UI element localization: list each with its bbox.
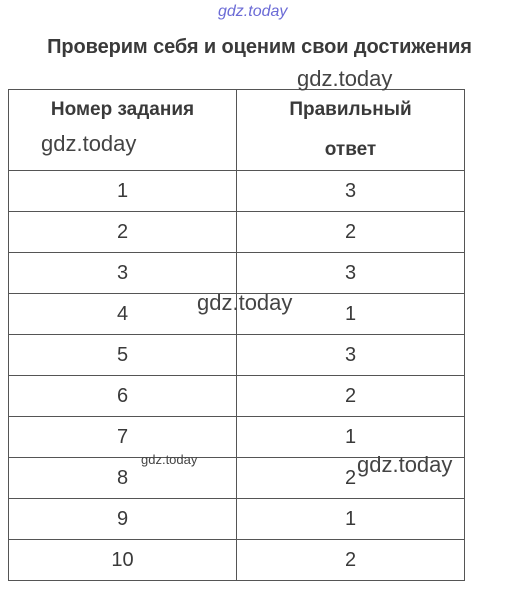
table-row <box>9 499 465 540</box>
task-number-cell: 9 <box>9 499 237 540</box>
task-number-cell: 10 <box>9 540 237 581</box>
watermark-1: gdz.today <box>297 66 393 91</box>
header-correct-answer <box>237 90 465 171</box>
task-number-cell: 1 <box>9 171 237 212</box>
watermark-top: gdz.today <box>218 3 288 20</box>
answers-table <box>8 89 465 581</box>
task-number-cell: 3 <box>9 253 237 294</box>
task-number-cell: 4 <box>9 294 237 335</box>
answer-cell: 2 <box>237 212 465 253</box>
table-row <box>9 171 465 212</box>
answer-cell: 3 <box>237 335 465 376</box>
header-task-number <box>9 90 237 171</box>
answer-cell: 2 <box>237 540 465 581</box>
answer-cell: 1 <box>237 294 465 335</box>
task-number-cell: 6 <box>9 376 237 417</box>
watermark-5: gdz.today <box>357 452 453 477</box>
answer-cell: 1 <box>237 499 465 540</box>
answer-cell: 3 <box>237 253 465 294</box>
task-number-cell: 7 <box>9 417 237 458</box>
answer-cell: 2 <box>237 458 465 499</box>
header-correct-answer-line2: ответ <box>324 139 377 160</box>
header-correct-answer-line1: Правильный <box>289 99 412 120</box>
table-row <box>9 212 465 253</box>
table-header-row <box>9 90 465 171</box>
watermark-2: gdz.today <box>41 131 137 156</box>
answer-cell: 1 <box>237 417 465 458</box>
watermark-3: gdz.today <box>197 290 293 315</box>
answer-cell: 2 <box>237 376 465 417</box>
table-row <box>9 335 465 376</box>
header-task-number-label: Номер задания <box>50 99 195 120</box>
task-number-cell: 5 <box>9 335 237 376</box>
table-row <box>9 376 465 417</box>
answer-cell: 3 <box>237 171 465 212</box>
task-number-cell: 2 <box>9 212 237 253</box>
watermark-4: gdz.today <box>141 452 198 467</box>
table-row <box>9 253 465 294</box>
table-row <box>9 540 465 581</box>
page-title: Проверим себя и оценим свои достижения <box>47 36 472 58</box>
task-number-cell: 8 <box>9 458 237 499</box>
